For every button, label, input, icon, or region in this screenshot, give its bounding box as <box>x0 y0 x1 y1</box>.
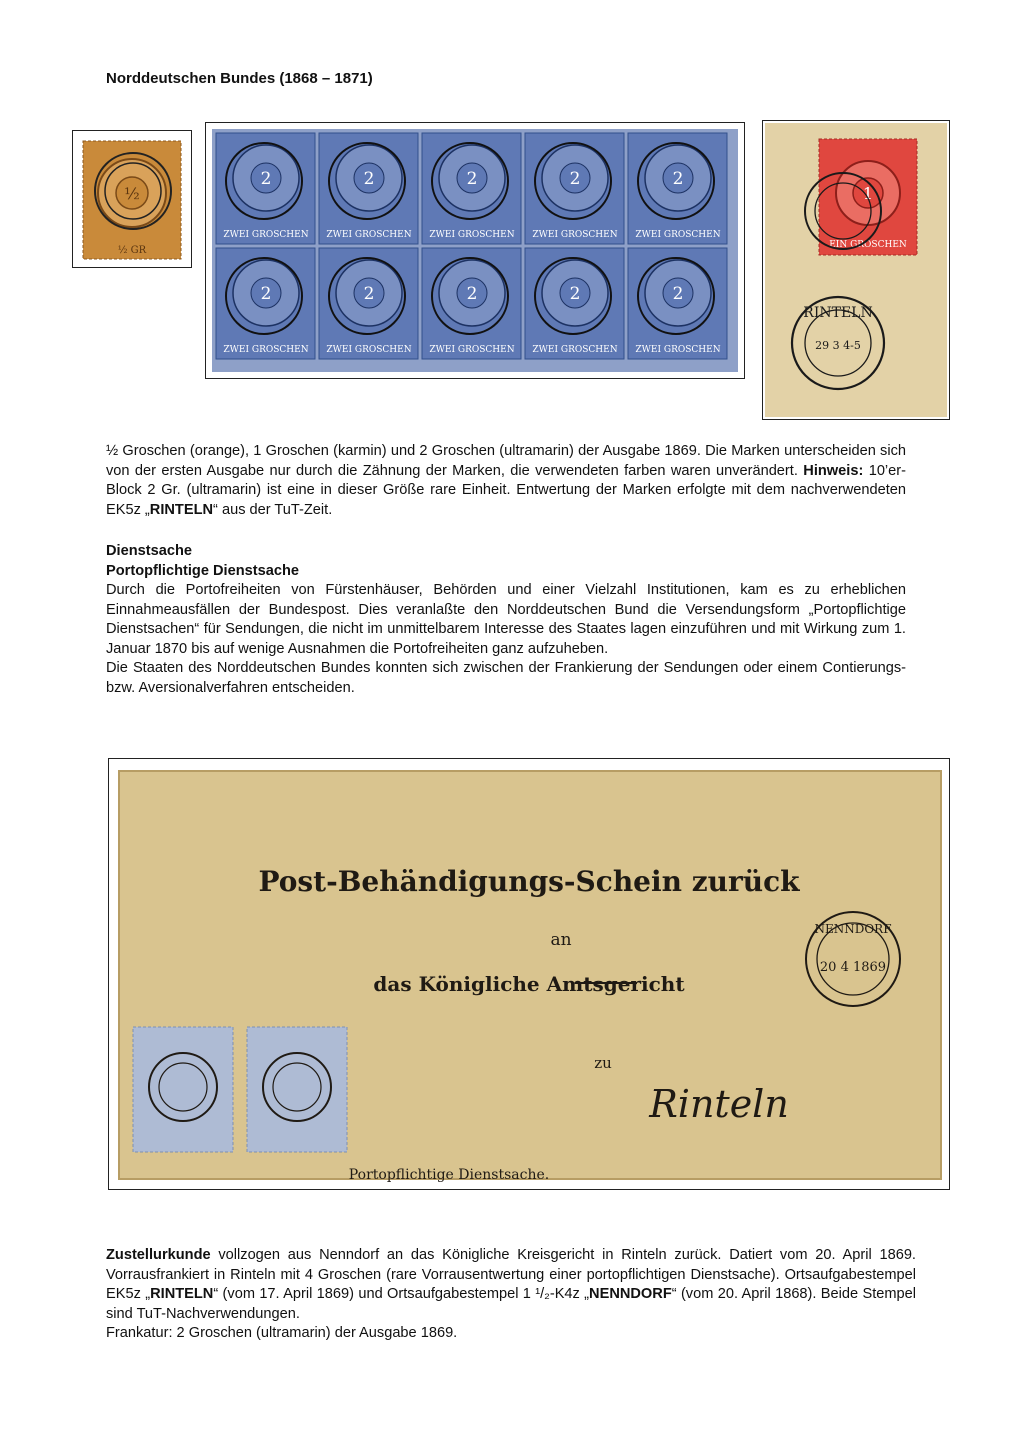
block-stamp-numeral: 2 <box>569 169 581 189</box>
block-stamp-label: ZWEI GROSCHEN <box>635 345 721 355</box>
cover-image <box>109 759 949 1189</box>
block-stamp-numeral: 2 <box>672 284 684 304</box>
block-stamp-numeral: 2 <box>672 169 684 189</box>
block-stamp-numeral: 2 <box>260 284 272 304</box>
cover-stamp-2 <box>247 1027 347 1152</box>
dienstsache-body-1: Durch die Portofreiheiten von Fürstenhäuser, Behörden und einer Vielzahl Institutionen, kam es zu erheblichen Einnahmeausfällen der Bundespost. Dies veranlaßte den Norddeutschen Bund die Versendungsform „Portopflichtige Dienstsachen“ für Sendungen, die nicht im unmittelbarem Interesse des Staates lagen einzuführen und mit Wirkung zum 1. Januar 1870 bis auf wenige Ausnahmen die Portofreiheiten ganz aufzuheben. <box>106 582 906 657</box>
ten-block-frame <box>205 122 745 379</box>
caption-frankatur: Frankatur: 2 Groschen (ultramarin) der Ausgabe 1869. <box>106 1325 458 1341</box>
intro-text: ½ Groschen (orange), 1 Groschen (karmin) und 2 Groschen (ultramarin) der Ausgabe 1869. Die Marken unterscheiden sich von der ersten Ausgabe nur durch die Zähnung der Marken, die verwendeten farben waren unverändert. <box>106 443 906 479</box>
block-stamp <box>319 248 418 359</box>
one-groschen-piece-image <box>763 121 949 419</box>
block-stamp-numeral: 2 <box>466 284 478 304</box>
cover-footer: Portopflichtige Dienstsache. <box>348 1167 550 1183</box>
cover-heading: Post-Behändigungs-Schein zurück <box>258 865 800 898</box>
cover-recipient: das Königliche Amtsgericht <box>373 972 685 996</box>
block-stamp-label: ZWEI GROSCHEN <box>223 230 309 240</box>
cover-stamp-1 <box>133 1027 233 1152</box>
block-stamp <box>216 133 315 244</box>
hint-bold: RINTELN <box>149 501 214 518</box>
dienstsache-section <box>106 542 906 698</box>
one-groschen-denomination: EIN GROSCHEN <box>829 240 907 250</box>
block-stamp <box>628 248 727 359</box>
block-stamp-label: ZWEI GROSCHEN <box>326 230 412 240</box>
dienstsache-body-2: Die Staaten des Norddeutschen Bundes konnten sich zwischen der Frankierung der Sendungen oder einem Contierungs- bzw. Aversionalverfahren entscheiden. <box>106 660 906 696</box>
caption-lead: Zustellurkunde <box>106 1247 211 1263</box>
block-stamp-numeral: 2 <box>569 284 581 304</box>
svg-text:½: ½ <box>124 184 140 203</box>
block-stamp <box>422 248 521 359</box>
block-stamp-numeral: 2 <box>466 169 478 189</box>
one-groschen-cancel-town: RINTELN <box>803 305 873 321</box>
cover-frame <box>108 758 950 1190</box>
half-groschen-stamp-image <box>73 131 191 267</box>
cover-caption <box>106 1246 916 1344</box>
page-title: Norddeutschen Bundes (1868 – 1871) <box>106 70 373 87</box>
block-stamp-numeral: 2 <box>363 169 375 189</box>
block-stamp-label: ZWEI GROSCHEN <box>429 230 515 240</box>
caption-bold-1: RINTELN <box>150 1286 214 1302</box>
portopflichtige-heading: Portopflichtige Dienstsache <box>106 562 299 579</box>
block-stamp-label: ZWEI GROSCHEN <box>635 230 721 240</box>
block-stamp <box>525 133 624 244</box>
block-stamp <box>319 133 418 244</box>
half-groschen-denomination: ½ GR <box>117 245 147 256</box>
caption-bold-2: NENNDORF <box>589 1286 672 1302</box>
one-groschen-numeral: 1 <box>862 184 874 203</box>
intro-paragraph <box>106 442 906 520</box>
block-stamp <box>525 248 624 359</box>
ten-block-image <box>206 123 744 378</box>
cover-an: an <box>550 930 572 950</box>
caption-text-2: “ (vom 17. April 1869) und Ortsaufgabestempel 1 ¹/₂-K4z „ <box>213 1286 590 1302</box>
block-stamp-label: ZWEI GROSCHEN <box>429 345 515 355</box>
one-groschen-piece-frame <box>762 120 950 420</box>
block-stamp-label: ZWEI GROSCHEN <box>532 345 618 355</box>
cover-postmark-date: 20 4 1869 <box>819 960 887 975</box>
half-groschen-stamp-frame <box>72 130 192 268</box>
block-stamp-numeral: 2 <box>363 284 375 304</box>
cover-zu: zu <box>594 1054 612 1072</box>
block-stamp-numeral: 2 <box>260 169 272 189</box>
block-stamp <box>422 133 521 244</box>
block-stamp-label: ZWEI GROSCHEN <box>326 345 412 355</box>
hint-label: Hinweis: <box>803 462 864 479</box>
dienstsache-heading: Dienstsache <box>106 543 192 559</box>
caption-text-3: “ (vom 20. April 1868). Beide Stempel sind TuT-Nachverwendungen. <box>106 1286 917 1322</box>
one-groschen-cancel-date: 29 3 4-5 <box>815 339 861 352</box>
cover-postmark-town: NENNDORF <box>814 922 892 936</box>
block-stamp-label: ZWEI GROSCHEN <box>223 345 309 355</box>
block-stamp <box>628 133 727 244</box>
hint-end: “ aus der TuT-Zeit. <box>213 501 333 518</box>
caption-text-1: vollzogen aus Nenndorf an das Königliche Kreisgericht in Rinteln zurück. Datiert vom 20. April 1869. Vorrausfrankiert in Rinteln mit 4 Groschen (rare Vorrausentwertung einer portopflichtigen Dienstsache). Ortsaufgabestempel EK5z „ <box>106 1247 916 1302</box>
block-stamp <box>216 248 315 359</box>
cover-city: Rinteln <box>649 1082 789 1126</box>
hint-text: 10’er-Block 2 Gr. (ultramarin) ist eine in dieser Größe rare Einheit. Entwertung der Marken erfolgte mit dem nachverwendeten EK5z „ <box>106 462 907 518</box>
block-stamp-label: ZWEI GROSCHEN <box>532 230 618 240</box>
